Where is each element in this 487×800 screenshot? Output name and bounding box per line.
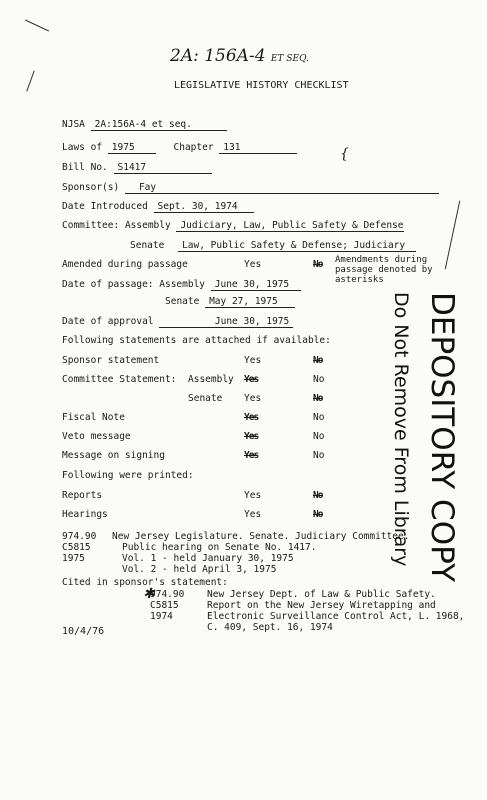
cited-text: New Jersey Dept. of Law & Public Safety. Report on the New Jersey Wiretapping and Electronic Surveillance Control Act, L. 1968, C. 409, Sept. 16, 1974: [207, 589, 465, 633]
approval-date: June 30, 1975: [159, 316, 293, 328]
bill-row: Bill No. S1417: [62, 162, 212, 174]
date-introduced-row: Date Introduced Sept. 30, 1974: [62, 201, 254, 213]
depository-stamp-small: Do Not Remove From Library: [390, 292, 412, 567]
handwritten-date: 10/4/76: [62, 626, 105, 637]
struck-yes: Yes: [244, 450, 259, 461]
citation-text: New Jersey Legislature. Senate. Judiciary Committee. Public hearing on Senate No. 1417. Vol. 1 - held January 30, 1975 Vol. 2 - held April 3, 1975: [112, 531, 410, 575]
cited-heading: Cited in sponsor's statement:: [62, 577, 228, 588]
citation-call-number: 974.90 C5815 1975: [62, 531, 97, 564]
following-printed: Following were printed:: [62, 470, 194, 481]
struck-no: No: [313, 355, 323, 366]
bill-number: S1417: [114, 162, 212, 174]
passage-assembly-row: Date of passage: Assembly June 30, 1975: [62, 279, 301, 291]
handwritten-asterisk: ✱: [143, 586, 155, 602]
date-introduced: Sept. 30, 1974: [154, 201, 254, 213]
struck-yes: Yes: [244, 431, 259, 442]
njsa-value: 2A:156A-4 et seq.: [91, 119, 227, 131]
struck-no: No: [313, 393, 323, 404]
struck-no: No: [313, 490, 323, 501]
laws-year: 1975: [108, 142, 156, 154]
njsa-row: NJSA 2A:156A-4 et seq.: [62, 119, 227, 131]
margin-mark: [445, 201, 461, 270]
struck-yes: Yes: [244, 412, 259, 423]
cited-call-number: 974.90 C5815 1974: [150, 589, 185, 622]
amended-no-struck: No: [313, 259, 323, 270]
passage-assembly-date: June 30, 1975: [211, 279, 301, 291]
amendment-note: Amendments during passage denoted by asterisks: [335, 255, 433, 285]
amended-row: Amended during passage: [62, 259, 188, 270]
struck-yes: Yes: [244, 374, 259, 385]
struck-no: No: [313, 509, 323, 520]
document-title: LEGISLATIVE HISTORY CHECKLIST: [174, 80, 349, 91]
sponsors-row: Sponsor(s) Fay: [62, 182, 439, 194]
chapter-value: 131: [219, 142, 297, 154]
margin-mark: [26, 70, 34, 91]
handwritten-et-seq: ET SEQ.: [270, 54, 309, 64]
margin-scribble: {: [340, 146, 349, 162]
depository-stamp-large: DEPOSITORY COPY: [424, 292, 460, 583]
assembly-committee: Judiciary, Law, Public Safety & Defense: [176, 220, 404, 232]
sponsor-name: Fay: [125, 182, 439, 194]
senate-committee: Law, Public Safety & Defense; Judiciary: [178, 240, 416, 252]
passage-senate-row: Senate May 27, 1975: [165, 296, 295, 308]
margin-mark: [25, 20, 49, 32]
handwritten-header: 2A: 156A-4 ET SEQ.: [170, 46, 309, 66]
committee-assembly-row: Committee: Assembly Judiciary, Law, Public Safety & Defense: [62, 220, 404, 231]
passage-senate-date: May 27, 1975: [205, 296, 295, 308]
committee-senate-row: Senate Law, Public Safety & Defense; Judiciary: [130, 240, 416, 252]
amended-yes: Yes: [244, 259, 262, 270]
laws-row: Laws of 1975 Chapter 131: [62, 142, 297, 154]
following-attached: Following statements are attached if available:: [62, 335, 331, 346]
approval-row: Date of approval June 30, 1975: [62, 316, 293, 328]
